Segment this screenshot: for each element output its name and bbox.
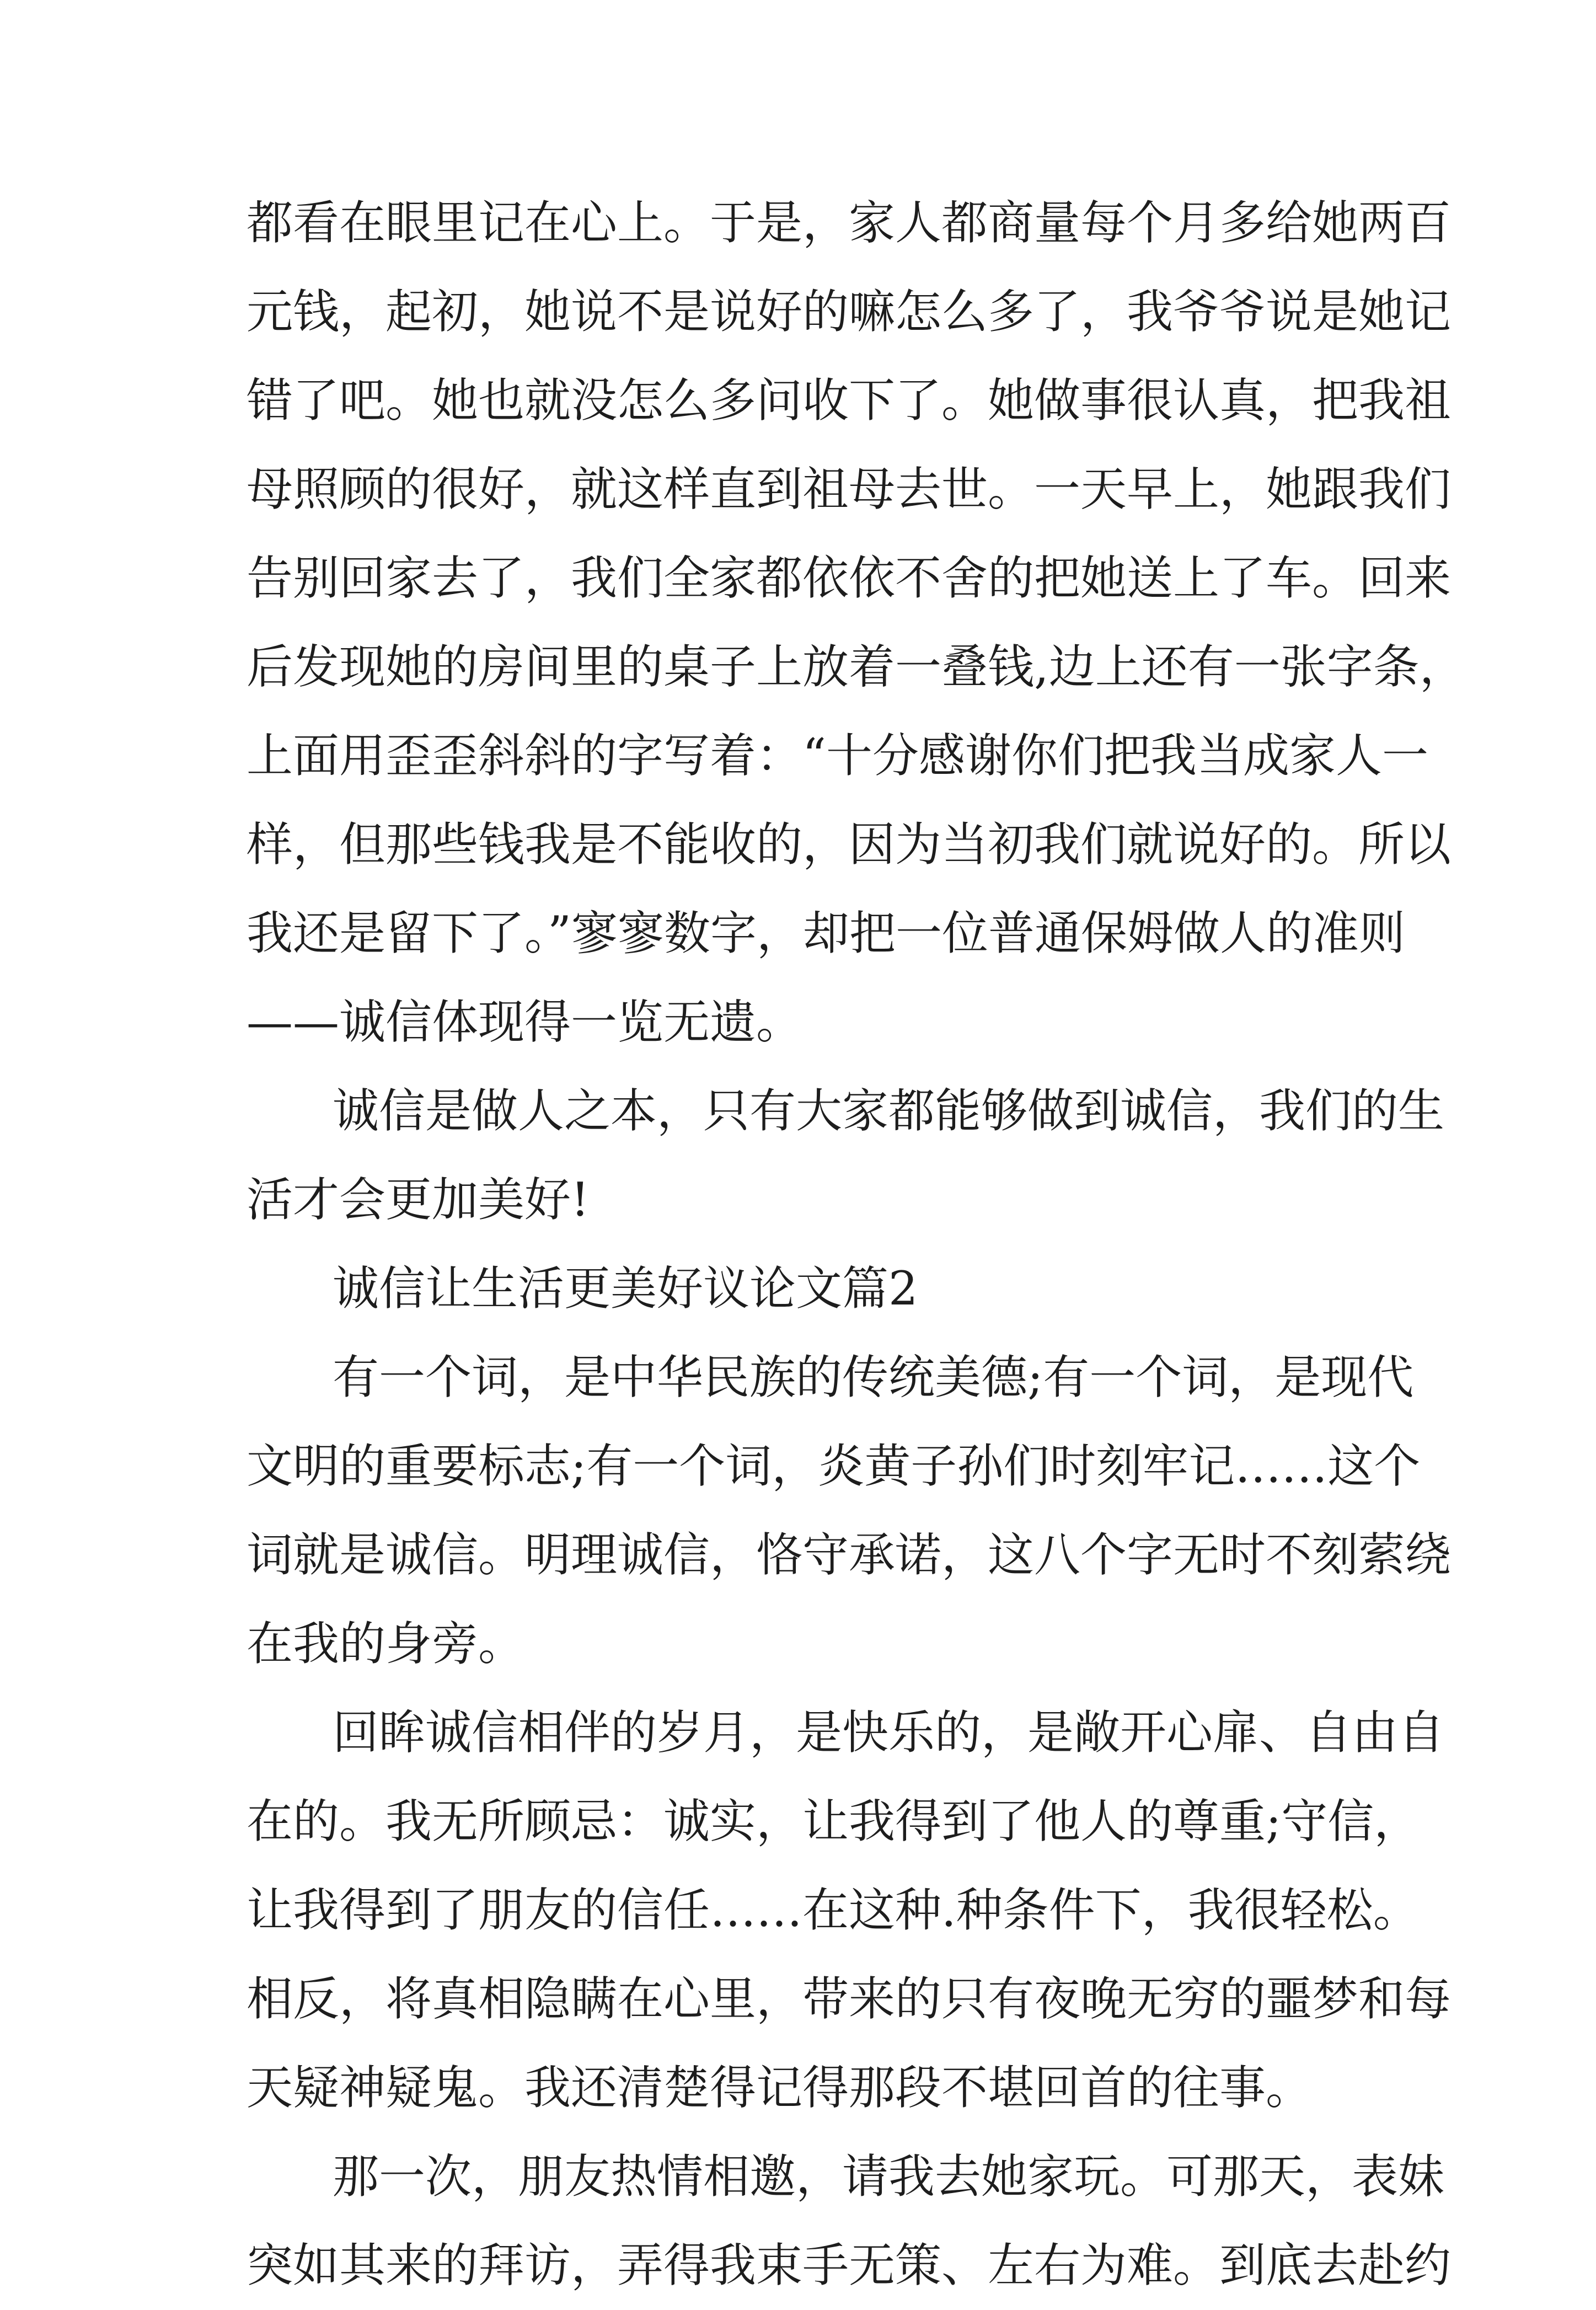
text-line: 天疑神疑鬼。我还清楚得记得那段不堪回首的往事。	[247, 2061, 1313, 2115]
text-line: 错了吧。她也就没怎么多问收下了。她做事很认真，把我祖	[247, 373, 1452, 427]
text-line: 让我得到了朋友的信任……在这种.种条件下，我很轻松。	[247, 1883, 1420, 1937]
text-line: 那一次，朋友热情相邀，请我去她家玩。可那天，表妹	[333, 2149, 1445, 2204]
text-line: 告别回家去了，我们全家都依依不舍的把她送上了车。回来	[247, 551, 1452, 605]
text-line: 有一个词，是中华民族的传统美德;有一个词，是现代	[333, 1350, 1414, 1404]
document-body	[247, 179, 1466, 2310]
text-line: 样，但那些钱我是不能收的，因为当初我们就说好的。所以	[247, 817, 1452, 871]
text-line: 在的。我无所顾忌：诚实，让我得到了他人的尊重;守信，	[247, 1794, 1421, 1848]
text-line: 母照顾的很好，就这样直到祖母去世。一天早上，她跟我们	[247, 462, 1452, 516]
text-line: 我还是留下了。”寥寥数字，却把一位普通保姆做人的准则	[247, 906, 1405, 960]
text-line: 上面用歪歪斜斜的字写着：“十分感谢你们把我当成家人一	[247, 729, 1428, 783]
text-line: 元钱，起初，她说不是说好的嘛怎么多了，我爷爷说是她记	[247, 285, 1452, 339]
text-line: 回眸诚信相伴的岁月，是快乐的，是敞开心扉、自由自	[333, 1705, 1445, 1760]
text-line: 相反，将真相隐瞒在心里，带来的只有夜晚无穷的噩梦和每	[247, 1972, 1452, 2026]
text-line: 后发现她的房间里的桌子上放着一叠钱,边上还有一张字条，	[247, 640, 1466, 694]
text-line: 诚信让生活更美好议论文篇2	[333, 1261, 918, 1316]
text-line: 在我的身旁。	[247, 1617, 525, 1671]
text-line: ——诚信体现得一览无遗。	[247, 995, 803, 1049]
text-line: 词就是诚信。明理诚信，恪守承诺，这八个字无时不刻萦绕	[247, 1528, 1452, 1582]
text-line: 突如其来的拜访，弄得我束手无策、左右为难。到底去赴约	[247, 2238, 1452, 2292]
text-line: 诚信是做人之本，只有大家都能够做到诚信，我们的生	[333, 1084, 1445, 1138]
text-line: 活才会更加美好!	[247, 1173, 590, 1227]
text-line: 文明的重要标志;有一个词，炎黄子孙们时刻牢记……这个	[247, 1439, 1421, 1493]
text-line: 都看在眼里记在心上。于是，家人都商量每个月多给她两百	[247, 196, 1452, 250]
